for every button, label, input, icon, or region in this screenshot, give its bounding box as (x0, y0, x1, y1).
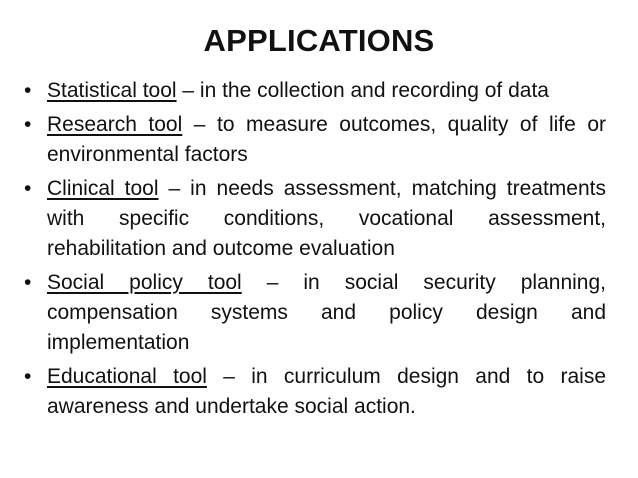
bullet-term: Social policy tool (47, 271, 242, 294)
bullet-item-educational-tool (24, 362, 606, 422)
bullet-dot-icon: • (24, 365, 32, 388)
bullet-text: – in needs assessment, matching treatments with specific conditions, vocational assessment, rehabilitation and outcome evaluation (47, 177, 606, 260)
bullet-dot-icon: • (24, 271, 32, 294)
bullet-term: Research tool (47, 113, 183, 136)
bullet-term: Clinical tool (47, 177, 159, 200)
bullet-dot-icon: • (24, 177, 32, 200)
bullet-text: – in social security planning, compensation systems and policy design and implementation (47, 271, 606, 354)
bullet-item-clinical-tool (24, 174, 606, 264)
bullet-item-social-policy-tool (24, 268, 606, 358)
bullet-term: Statistical tool (47, 79, 177, 102)
bullet-text: – in the collection and recording of data (176, 79, 549, 102)
bullet-dot-icon: • (24, 79, 32, 102)
bullet-item-research-tool (24, 110, 606, 170)
bullet-text: – to measure outcomes, quality of life or environmental factors (47, 113, 606, 166)
bullet-dot-icon: • (24, 113, 32, 136)
bullet-term: Educational tool (47, 365, 207, 388)
bullet-item-statistical-tool (24, 76, 606, 106)
bullet-text: – in curriculum design and to raise awareness and undertake social action. (47, 365, 606, 418)
bullet-list (24, 76, 606, 426)
slide-title: APPLICATIONS (203, 23, 435, 58)
